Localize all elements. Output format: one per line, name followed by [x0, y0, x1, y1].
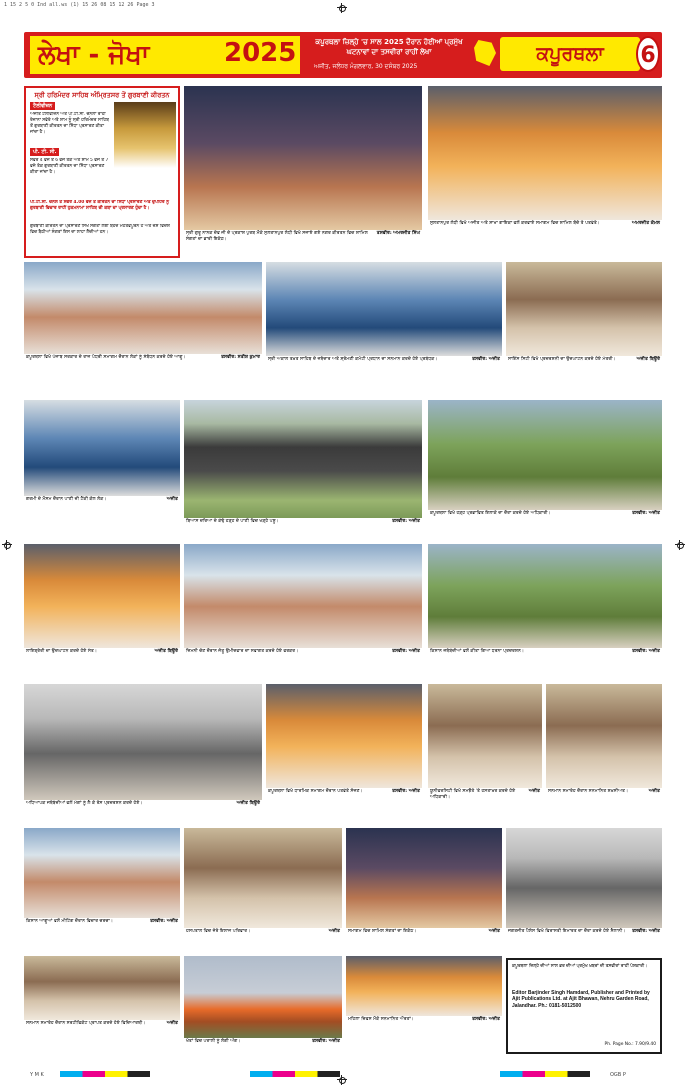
- gurbani-box-text-4: ਗੁਰਬਾਣੀ ਕੀਰਤਨ ਦਾ ਪ੍ਰਸਾਰਣ ਸਿੱਖ ਸੰਗਤਾਂ ਲਈ ਬੇਹੱਦ ਮਹੱਤਵਪੂਰਨ ਹੈ ਅਤੇ ਦੇਸ਼ ਵਿਦੇਸ਼ ਵਿਚ ਬੈਠੀਆਂ ਸੰਗਤਾਂ ਇਸ ਦਾ ਲਾਹਾ ਲੈਂਦੀਆਂ ਹਨ।: [30, 224, 170, 235]
- photo-state-event: [24, 262, 262, 396]
- photo-election-celebration: [184, 544, 422, 680]
- photo-image: [428, 400, 662, 510]
- photo-credit: ਅਜੀਤ: [166, 1021, 178, 1026]
- photo-credit: ਅਜੀਤ ਬਿਊਰੋ: [636, 357, 660, 362]
- photo-image: [184, 828, 342, 928]
- photo-image: [24, 544, 180, 648]
- photo-science-city: [506, 262, 662, 396]
- photo-stubble-fire: [184, 956, 342, 1064]
- photo-water-tank: [24, 400, 180, 540]
- photo-caption: ਕਿਸਾਨ ਜਥੇਬੰਦੀਆਂ ਵਲੋਂ ਕੀਤਾ ਗਿਆ ਧਰਨਾ ਪ੍ਰਦਰਸ਼ਨ।: [430, 649, 524, 654]
- photo-caption: ਮਹਿਲਾ ਦਿਵਸ ਮੌਕੇ ਸਨਮਾਨਿਤ ਔਰਤਾਂ।: [348, 1017, 414, 1022]
- color-bar-left: [60, 1071, 150, 1077]
- photo-buffaloes-flood: [184, 400, 422, 540]
- photo-credit: ਤਸਵੀਰ: ਅਮਰਜੀਤ ਸਿੰਘ: [376, 231, 420, 236]
- photo-religious-function: [266, 684, 422, 824]
- gurbani-box-tag-ptc: ਪੀ. ਟੀ. ਸੀ.: [30, 148, 59, 156]
- photo-sangat-gathering: [346, 828, 502, 952]
- photo-image: [428, 684, 542, 788]
- photo-mou-signing: [428, 684, 542, 824]
- photo-credit: ਅਜੀਤ: [648, 789, 660, 794]
- photo-image: [428, 544, 662, 648]
- photo-credit: ਅਜੀਤ ਬਿਊਰੋ: [236, 801, 260, 806]
- photo-credit: ਤਸਵੀਰ: ਅਜੀਤ: [632, 649, 660, 654]
- registration-mark-top: [337, 3, 347, 13]
- photo-credit: ਤਸਵੀਰ: ਅਜੀਤ: [392, 519, 420, 524]
- photo-image: [428, 86, 662, 220]
- photo-credit: ਤਸਵੀਰ: ਅਜੀਤ: [392, 789, 420, 794]
- photo-jathedar-honour: [266, 262, 502, 396]
- photo-credit: ਤਸਵੀਰ: ਅਜੀਤ: [632, 929, 660, 934]
- photo-image: [24, 262, 262, 354]
- gurbani-box-text-2: ਸਵੇਰੇ 4 ਵਜੇ ਤੋਂ 6 ਵਜੇ ਤੱਕ ਅਤੇ ਸ਼ਾਮ 5 ਵਜੇ ਤੋਂ 7 ਵਜੇ ਤੱਕ ਗੁਰਬਾਣੀ ਕੀਰਤਨ ਦਾ ਸਿੱਧਾ ਪ੍ਰਸਾਰਣ ਕੀਤਾ ਜਾਂਦਾ ਹੈ।: [30, 158, 109, 175]
- photo-caption: ਕਿਸਾਨ ਆਗੂਆਂ ਵਲੋਂ ਮੀਟਿੰਗ ਦੌਰਾਨ ਵਿਚਾਰ ਚਰਚਾ।: [26, 919, 113, 924]
- header-year: 2025: [224, 38, 297, 68]
- photo-credit: ਅਮਰਜੀਤ ਕੋਮਲ: [631, 221, 660, 226]
- photo-honour-ceremony: [546, 684, 662, 824]
- footer-right: OGB P: [610, 1072, 626, 1078]
- photo-credit: ਅਜੀਤ: [528, 789, 540, 794]
- registration-mark-right: [675, 540, 685, 550]
- photo-caption: ਸਾਇੰਸ ਸਿਟੀ ਵਿਖੇ ਪ੍ਰਦਰਸ਼ਨੀ ਦਾ ਉਦਘਾਟਨ ਕਰਦੇ ਹੋਏ ਮੰਤਰੀ।: [508, 357, 616, 362]
- imprint-text: ਕਪੂਰਥਲਾ ਜ਼ਿਲ੍ਹੇ ਦੀਆਂ ਸਾਲ ਭਰ ਦੀਆਂ ਪ੍ਰਮੁੱਖ ਖ਼ਬਰਾਂ ਦੀ ਤਸਵੀਰਾਂ ਰਾਹੀਂ ਪੇਸ਼ਕਾਰੀ।: [512, 964, 648, 969]
- color-bar-center: [250, 1071, 340, 1077]
- photo-caption: ਲਾਇਬ੍ਰੇਰੀ ਦਾ ਉਦਘਾਟਨ ਕਰਦੇ ਹੋਏ ਸੰਤ।: [26, 649, 97, 654]
- photo-credit: ਅਜੀਤ ਬਿਊਰੋ: [154, 649, 178, 654]
- photo-nagar-kirtan: [184, 86, 422, 258]
- gurbani-box-text-1: ਅਜੀਤ ਟੈਲੀਵੀਜ਼ਨ ਅਤੇ ਪੀ.ਟੀ.ਸੀ. ਚੈਨਲਾਂ ਰਾਹੀਂ ਰੋਜ਼ਾਨਾ ਸਵੇਰੇ ਅਤੇ ਸ਼ਾਮ ਨੂੰ ਸ੍ਰੀ ਹਰਿਮੰਦਰ ਸਾਹਿਬ ਤੋਂ ਗੁਰਬਾਣੀ ਕੀਰਤਨ ਦਾ ਸਿੱਧਾ ਪ੍ਰਸਾਰਣ ਕੀਤਾ ਜਾਂਦਾ ਹੈ।: [30, 112, 109, 135]
- gurbani-box-tag-tv: ਟੈਲੀਵੀਜ਼ਨ: [30, 102, 55, 110]
- photo-credit: ਤਸਵੀਰ: ਅਜੀਤ: [472, 357, 500, 362]
- photo-caption: ਗਰਮੀ ਦੇ ਮੌਸਮ ਦੌਰਾਨ ਪਾਣੀ ਦੀ ਟੈਂਕੀ ਕੋਲ ਲੋਕ।: [26, 497, 107, 502]
- photo-caption: ਕਪੂਰਥਲਾ ਵਿਖੇ ਪੰਜਾਬ ਸਰਕਾਰ ਦੇ ਰਾਜ ਪੱਧਰੀ ਸਮਾਗਮ ਦੌਰਾਨ ਲੋਕਾਂ ਨੂੰ ਸੰਬੋਧਨ ਕਰਦੇ ਹੋਏ ਆਗੂ।: [26, 355, 186, 360]
- photo-hospital-family: [184, 828, 342, 952]
- golden-temple-photo: [114, 102, 176, 168]
- photo-caption: ਸੁਲਤਾਨਪੁਰ ਲੋਧੀ ਵਿਖੇ ਅਜੀਤ ਅਤੇ ਸ਼ਾਖਾ ਗਾਇਕਾ ਵਲੋਂ ਕਰਵਾਏ ਸਮਾਗਮ ਵਿਚ ਸ਼ਾਮਿਲ ਬੱਚੇ ਤੇ ਪਤਵੰਤੇ।: [430, 221, 600, 226]
- header-edition-line: ਅਜੀਤ, ਜਲੰਧਰ ਮੰਗਲਵਾਰ, 30 ਦਸੰਬਰ 2025: [314, 63, 418, 70]
- photo-credit: ਅਜੀਤ: [328, 929, 340, 934]
- gurbani-box-text-3: ਪੀ.ਟੀ.ਸੀ. ਚੈਨਲ ਤੇ ਸਵੇਰੇ 4.00 ਵਜੇ ਤੋਂ ਕੀਰਤਨ ਦਾ ਸਿੱਧਾ ਪ੍ਰਸਾਰਣ ਅਤੇ ਦੁਪਹਿਰ ਨੂੰ ਗੁਰਬਾਣੀ ਵਿਚਾਰ ਰਾਹੀਂ ਹੁਕਮਨਾਮਾ ਸਾਹਿਬ ਦੀ ਕਥਾ ਦਾ ਪ੍ਰਸਾਰਣ ਹੁੰਦਾ ਹੈ।: [30, 200, 169, 211]
- print-slug: 1 15 2 5 0 Ind all.ws (1) 15 26 08 15 12 26 Page 3: [4, 2, 155, 8]
- registration-mark-left: [2, 540, 12, 550]
- photo-children-event: [428, 86, 662, 258]
- photo-farmers-dharna: [428, 544, 662, 680]
- gurbani-box-heading: ਸ੍ਰੀ ਹਰਿਮੰਦਰ ਸਾਹਿਬ ਅੰਮ੍ਰਿਤਸਰ ਤੋਂ ਗੁਰਬਾਣੀ ਕੀਰਤਨ: [34, 91, 170, 99]
- photo-flood-visit: [428, 400, 662, 540]
- photo-image: [184, 956, 342, 1038]
- imprint-page-ref: Ph. Page No.: 7.90/9.40: [604, 1042, 656, 1047]
- photo-credit: ਤਸਵੀਰ: ਅਜੀਤ: [312, 1039, 340, 1044]
- photo-caption: ਅਧਿਆਪਕ ਜਥੇਬੰਦੀਆਂ ਵਲੋਂ ਮੰਗਾਂ ਨੂੰ ਲੈ ਕੇ ਰੋਸ ਪ੍ਰਦਰਸ਼ਨ ਕਰਦੇ ਹੋਏ।: [26, 801, 143, 806]
- color-bar-right: [500, 1071, 590, 1077]
- photo-caption: ਕਪੂਰਥਲਾ ਵਿਖੇ ਹੜ੍ਹ ਪ੍ਰਭਾਵਿਤ ਇਲਾਕੇ ਦਾ ਦੌਰਾ ਕਰਦੇ ਹੋਏ ਅਧਿਕਾਰੀ।: [430, 511, 551, 516]
- page-number: 6: [636, 36, 660, 72]
- page-header: [24, 32, 662, 78]
- photo-certificate-ceremony: [24, 956, 180, 1064]
- photo-heritage-palace: [506, 828, 662, 956]
- photo-caption: ਸਨਮਾਨ ਸਮਾਰੋਹ ਦੌਰਾਨ ਸਨਮਾਨਿਤ ਸ਼ਖ਼ਸੀਅਤ।: [548, 789, 629, 794]
- photo-image: [546, 684, 662, 788]
- photo-caption: ਯੂਨੀਵਰਸਿਟੀ ਵਿਖੇ ਸਮਝੌਤੇ 'ਤੇ ਹਸਤਾਖ਼ਰ ਕਰਦੇ ਹੋਏ ਅਧਿਕਾਰੀ।: [430, 789, 516, 800]
- photo-image: [24, 684, 262, 800]
- footer-left: Y M K: [30, 1072, 44, 1078]
- photo-women-day: [346, 956, 502, 1064]
- header-subtitle: ਕਪੂਰਥਲਾ ਜ਼ਿਲ੍ਹੇ 'ਚ ਸਾਲ 2025 ਦੌਰਾਨ ਹੋਈਆਂ ਪ੍ਰਮੁੱਖ ਘਟਨਾਵਾਂ ਦਾ ਤਸਵੀਰਾਂ ਰਾਹੀਂ ਲੇਖਾ: [315, 38, 463, 56]
- photo-credit: ਤਸਵੀਰ: ਅਜੀਤ: [150, 919, 178, 924]
- photo-library-opening: [24, 544, 180, 680]
- photo-image: [24, 956, 180, 1020]
- photo-caption: ਸਨਮਾਨ ਸਮਾਰੋਹ ਦੌਰਾਨ ਸਰਟੀਫਿਕੇਟ ਪ੍ਰਾਪਤ ਕਰਦੇ ਹੋਏ ਵਿਦਿਆਰਥੀ।: [26, 1021, 146, 1026]
- photo-credit: ਅਜੀਤ: [488, 929, 500, 934]
- header-city: ਕਪੂਰਥਲਾ: [500, 37, 640, 71]
- photo-caption: ਕਪੂਰਥਲਾ ਵਿਖੇ ਧਾਰਮਿਕ ਸਮਾਗਮ ਦੌਰਾਨ ਪਤਵੰਤੇ ਸੱਜਣ।: [268, 789, 363, 794]
- photo-caption: ਹਸਪਤਾਲ ਵਿਚ ਜੇਰੇ ਇਲਾਜ ਪਰਿਵਾਰ।: [186, 929, 251, 934]
- photo-image: [346, 828, 502, 928]
- photo-caption: ਸ੍ਰੀ ਗੁਰੂ ਨਾਨਕ ਦੇਵ ਜੀ ਦੇ ਪ੍ਰਕਾਸ਼ ਪੁਰਬ ਮੌਕੇ ਸੁਲਤਾਨਪੁਰ ਲੋਧੀ ਵਿਖੇ ਸਜਾਏ ਗਏ ਨਗਰ ਕੀਰਤਨ ਵਿਚ ਸ਼ਾਮਿਲ ਸੰਗਤਾਂ ਦਾ ਭਾਰੀ ਇਕੱਠ।: [186, 231, 368, 242]
- header-title: ਲੇਖਾ - ਜੋਖਾ: [30, 36, 300, 74]
- photo-image: [266, 262, 502, 356]
- photo-teachers-protest: [24, 684, 262, 824]
- photo-image: [346, 956, 502, 1016]
- photo-credit: ਤਸਵੀਰ: ਅਜੀਤ: [632, 511, 660, 516]
- photo-image: [24, 828, 180, 918]
- photo-image: [184, 86, 422, 230]
- photo-caption: ਖੇਤਾਂ ਵਿਚ ਪਰਾਲੀ ਨੂੰ ਲੱਗੀ ਅੱਗ।: [186, 1039, 241, 1044]
- imprint-english: Editor Barjinder Singh Hamdard, Publisher and Printed by Ajit Publications Ltd. at Ajit Bhawan, Nehru Garden Road, Jalandhar. Ph.: 0181-5012500: [512, 990, 650, 1009]
- photo-caption: ਸਮਾਗਮ ਵਿਚ ਸ਼ਾਮਿਲ ਸੰਗਤਾਂ ਦਾ ਇਕੱਠ।: [348, 929, 417, 934]
- photo-image: [24, 400, 180, 496]
- photo-credit: ਤਸਵੀਰ: ਸਤੀਸ਼ ਕੁਮਾਰ: [221, 355, 260, 360]
- imprint-box: [506, 958, 662, 1054]
- photo-farmer-meeting: [24, 828, 180, 952]
- photo-caption: ਜਗਤਜੀਤ ਪੈਲੇਸ ਵਿਖੇ ਵਿਰਾਸਤੀ ਇਮਾਰਤ ਦਾ ਦੌਰਾ ਕਰਦੇ ਹੋਏ ਸੈਲਾਨੀ।: [508, 929, 626, 934]
- photo-caption: ਸ੍ਰੀ ਅਕਾਲ ਤਖ਼ਤ ਸਾਹਿਬ ਦੇ ਜਥੇਦਾਰ ਅਤੇ ਸ਼੍ਰੋਮਣੀ ਕਮੇਟੀ ਪ੍ਰਧਾਨ ਦਾ ਸਨਮਾਨ ਕਰਦੇ ਹੋਏ ਪ੍ਰਬੰਧਕ।: [268, 357, 438, 362]
- gurbani-broadcast-box: [24, 86, 180, 258]
- photo-image: [266, 684, 422, 788]
- photo-caption: ਬਿਆਸ ਦਰਿਆ ਦੇ ਕੰਢੇ ਹੜ੍ਹ ਦੇ ਪਾਣੀ ਵਿਚ ਖੜ੍ਹੇ ਪਸ਼ੂ।: [186, 519, 279, 524]
- photo-image: [184, 400, 422, 518]
- photo-credit: ਅਜੀਤ: [166, 497, 178, 502]
- photo-image: [506, 828, 662, 928]
- photo-image: [184, 544, 422, 648]
- photo-credit: ਤਸਵੀਰ: ਅਜੀਤ: [472, 1017, 500, 1022]
- photo-caption: ਜ਼ਿਮਨੀ ਚੋਣ ਦੌਰਾਨ ਜੇਤੂ ਉਮੀਦਵਾਰ ਦਾ ਸਵਾਗਤ ਕਰਦੇ ਹੋਏ ਵਰਕਰ।: [186, 649, 299, 654]
- photo-credit: ਤਸਵੀਰ: ਅਜੀਤ: [392, 649, 420, 654]
- photo-image: [506, 262, 662, 356]
